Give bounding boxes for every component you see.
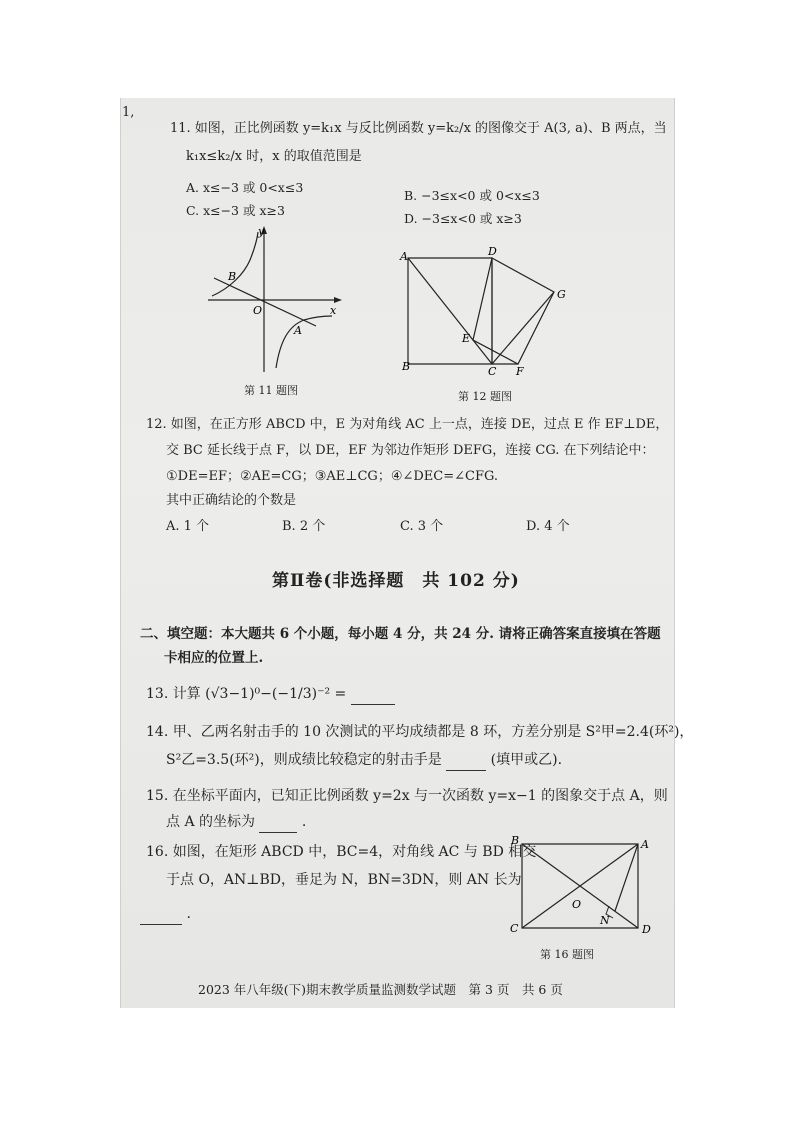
- q11-option-c: C. x≤−3 或 x≥3: [186, 203, 285, 218]
- q14-line1: 14. 甲、乙两名射击手的 10 次测试的平均成绩都是 8 环，方差分别是 S²甲=2.4(环²)，: [146, 724, 694, 740]
- q15-line2: [166, 812, 306, 833]
- fig12-label-a: A: [400, 250, 408, 263]
- fig11-hyperbola-branch-left: [212, 232, 258, 296]
- fig11-label-b: B: [228, 270, 237, 283]
- q14-line2-end: (填甲或乙).: [490, 752, 563, 768]
- figure-11: [200, 222, 350, 382]
- fig16-label-d: D: [642, 923, 651, 936]
- fig16-segment-an: [615, 844, 638, 911]
- q13-expression: 13. 计算 (√3−1)⁰−(−1/3)⁻² =: [146, 686, 347, 702]
- fig12-label-g: G: [557, 288, 566, 301]
- figure-12: [396, 244, 576, 378]
- q12-option-d: D. 4 个: [526, 519, 570, 534]
- q16-line1: 16. 如图，在矩形 ABCD 中，BC=4，对角线 AC 与 BD 相交: [146, 844, 537, 860]
- q14-line2-text: S²乙=3.5(环²)，则成绩比较稳定的射击手是: [166, 752, 442, 768]
- part2-title: 第Ⅱ卷(非选择题 共 102 分): [272, 571, 520, 591]
- fig11-label-o: O: [253, 304, 263, 317]
- fig12-label-b: B: [402, 360, 411, 373]
- figure-16: [508, 832, 658, 938]
- q15-answer-blank: [259, 812, 297, 833]
- q14-answer-blank: [446, 750, 486, 771]
- q11-line2: k₁x≤k₂/x 时，x 的取值范围是: [186, 149, 362, 164]
- q12-option-a: A. 1 个: [166, 519, 210, 534]
- q12-line3: ①DE=EF；②AE=CG；③AE⊥CG；④∠DEC=∠CFG.: [166, 469, 499, 484]
- fig16-label-c: C: [510, 922, 519, 935]
- q15-line1: 15. 在坐标平面内，已知正比例函数 y=2x 与一次函数 y=x−1 的图象交于点 A，则: [146, 788, 668, 804]
- q15-line2-text: 点 A 的坐标为: [166, 814, 256, 830]
- section2-line1: 二、填空题：本大题共 6 个小题，每小题 4 分，共 24 分. 请将正确答案直接填在答题: [140, 626, 661, 642]
- q12-line4: 其中正确结论的个数是: [166, 493, 297, 508]
- corner-mark: 1,: [122, 105, 135, 120]
- q11-line1: 11. 如图，正比例函数 y=k₁x 与反比例函数 y=k₂/x 的图像交于 A(3, a)、B 两点，当: [170, 121, 667, 136]
- q12-line1: 12. 如图，在正方形 ABCD 中，E 为对角线 AC 上一点，连接 DE，过点 E 作 EF⊥DE，: [146, 417, 669, 432]
- fig12-label-c: C: [488, 365, 497, 378]
- section2-line2: 卡相应的位置上.: [164, 650, 264, 666]
- fig12-label-e: E: [462, 332, 471, 345]
- q13-text: [146, 684, 395, 705]
- fig11-label-x: x: [330, 304, 337, 317]
- fig16-label-b: B: [511, 834, 520, 847]
- q11-option-a: A. x≤−3 或 0<x≤3: [186, 180, 304, 195]
- fig11-hyperbola-branch-right: [276, 316, 332, 368]
- q16-line2: 于点 O，AN⊥BD，垂足为 N，BN=3DN，则 AN 长为: [166, 872, 522, 888]
- q12-caption: 第 12 题图: [458, 390, 512, 403]
- q16-answer-blank: [140, 904, 182, 925]
- q12-line2: 交 BC 延长线于点 F，以 DE，EF 为邻边作矩形 DEFG，连接 CG. 在下列结论中：: [166, 443, 655, 458]
- fig12-label-f: F: [516, 365, 524, 378]
- fig12-rectangle-defg: [473, 258, 554, 364]
- q12-option-b: B. 2 个: [282, 519, 326, 534]
- q13-answer-blank: [351, 684, 395, 705]
- q14-line2: [166, 750, 562, 771]
- fig12-label-d: D: [488, 245, 497, 258]
- fig11-label-y: y: [258, 225, 265, 238]
- fig11-label-a: A: [294, 324, 302, 337]
- fig16-label-n: N: [600, 914, 610, 927]
- fig16-label-o: O: [572, 898, 582, 911]
- q11-option-b: B. −3≤x<0 或 0<x≤3: [404, 188, 540, 203]
- page-footer: 2023 年八年级(下)期末教学质量监测数学试题 第 3 页 共 6 页: [198, 982, 563, 997]
- q16-caption: 第 16 题图: [540, 948, 594, 961]
- q11-caption: 第 11 题图: [244, 384, 298, 397]
- q15-line2-end: .: [301, 814, 307, 830]
- q11-option-d: D. −3≤x<0 或 x≥3: [404, 211, 522, 226]
- fig11-x-arrow: [334, 297, 342, 303]
- q16-line3: [140, 904, 191, 925]
- fig16-label-a: A: [641, 838, 649, 851]
- q12-option-c: C. 3 个: [400, 519, 444, 534]
- q16-line3-end: .: [186, 906, 191, 922]
